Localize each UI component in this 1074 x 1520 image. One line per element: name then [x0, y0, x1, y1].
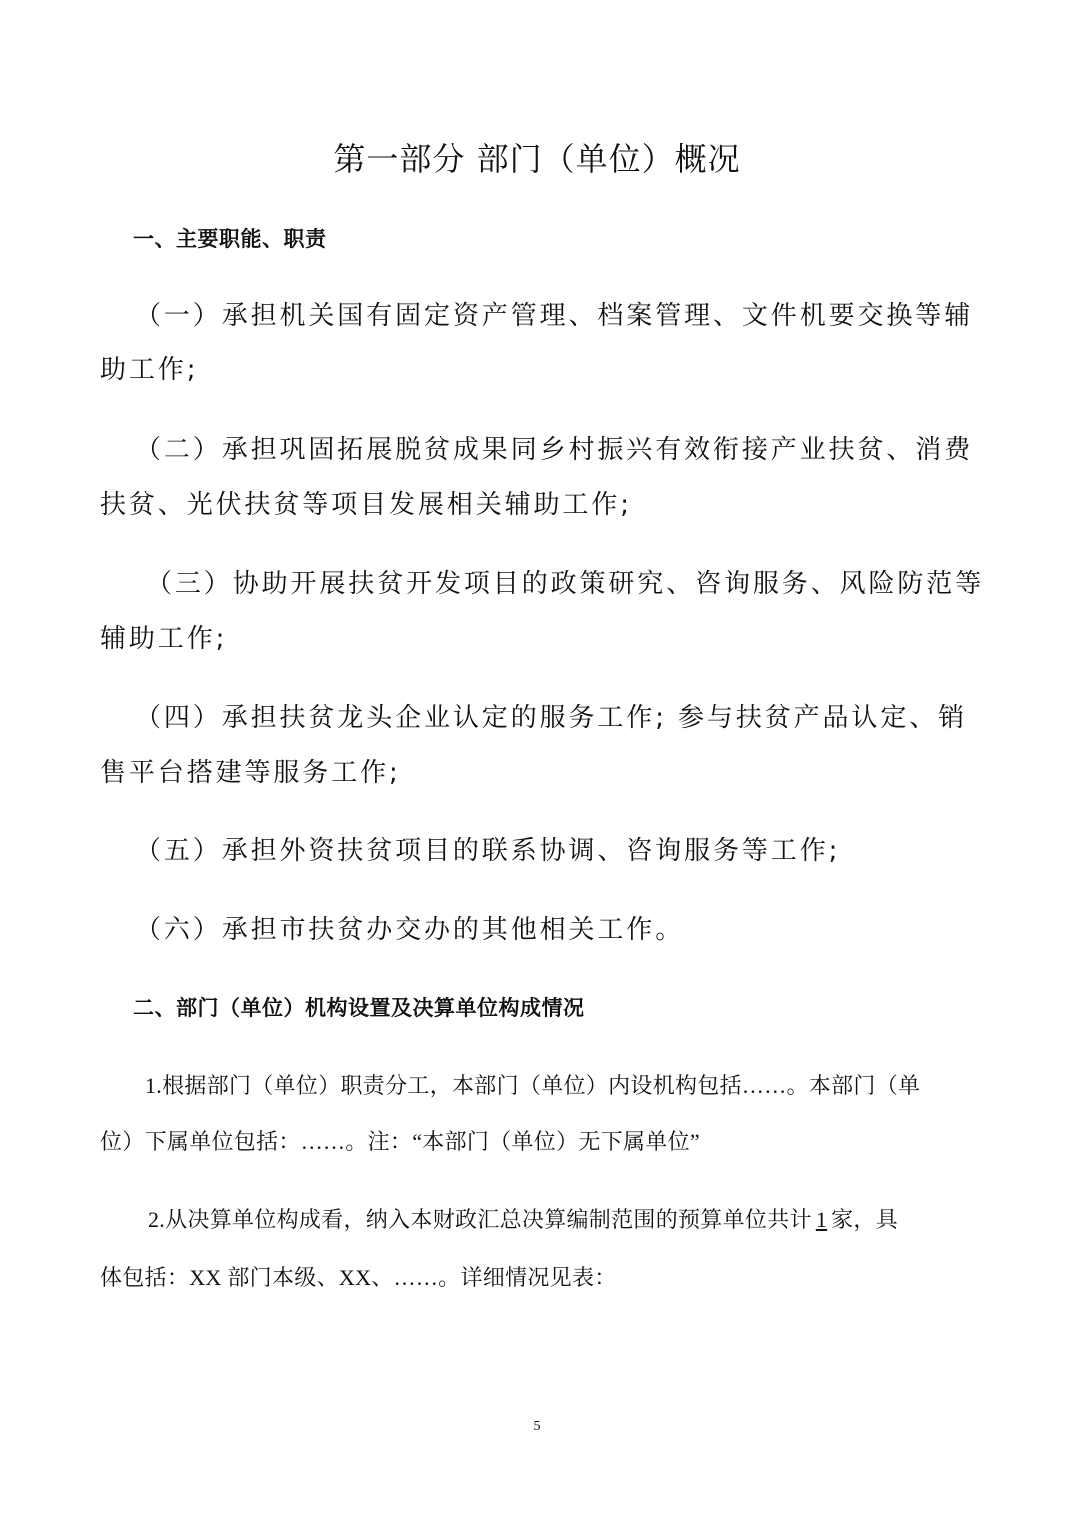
structure-para-2-text-before: 2.从决算单位构成看，纳入本财政汇总决算编制范围的预算单位共计 — [148, 1207, 812, 1232]
section-heading-structure: 二、部门（单位）机构设置及决算单位构成情况 — [133, 996, 585, 1020]
duty-item-6: （六）承担市扶贫办交办的其他相关工作。 — [135, 915, 685, 945]
structure-para-1-line-2: 位）下属单位包括：……。注：“本部门（单位）无下属单位” — [100, 1129, 700, 1154]
structure-para-2-line-1 — [148, 1204, 898, 1236]
duty-item-1-line-2: 助工作; — [100, 355, 199, 385]
duty-item-4-line-2: 售平台搭建等服务工作; — [100, 758, 401, 788]
budget-unit-count: 1 — [815, 1207, 828, 1232]
page-title: 第一部分 部门（单位）概况 — [333, 140, 741, 178]
structure-para-2-line-2: 体包括：XX 部门本级、XX、……。详细情况见表： — [100, 1265, 617, 1290]
structure-para-1-line-1: 1.根据部门（单位）职责分工，本部门（单位）内设机构包括……。本部门（单 — [145, 1073, 921, 1098]
duty-item-5: （五）承担外资扶贫项目的联系协调、咨询服务等工作; — [135, 836, 841, 866]
page-number: 5 — [533, 1419, 541, 1434]
duty-item-3-line-2: 辅助工作; — [100, 624, 228, 654]
duty-item-2-line-2: 扶贫、光伏扶贫等项目发展相关辅助工作; — [100, 490, 632, 520]
duty-item-3-line-1: （三）协助开展扶贫开发项目的政策研究、咨询服务、风险防范等 — [146, 569, 985, 599]
duty-item-2-line-1: （二）承担巩固拓展脱贫成果同乡村振兴有效衔接产业扶贫、消费 — [135, 435, 974, 465]
duty-item-4-line-1: （四）承担扶贫龙头企业认定的服务工作; 参与扶贫产品认定、销 — [135, 703, 968, 733]
section-heading-duties: 一、主要职能、职责 — [133, 227, 327, 251]
duty-item-1-line-1: （一）承担机关国有固定资产管理、档案管理、文件机要交换等辅 — [135, 301, 974, 331]
structure-para-2-text-after: 家，具 — [831, 1207, 899, 1232]
